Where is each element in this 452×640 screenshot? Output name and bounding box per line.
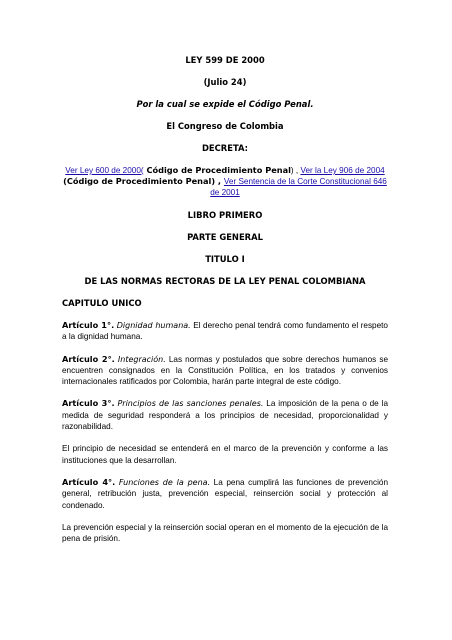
article-4-number: Artículo 4°. <box>62 476 116 487</box>
law-date: (Julio 24) <box>203 77 247 87</box>
article-3-name: Principios de las sanciones penales. <box>117 399 264 409</box>
ref-sep-2: ) , <box>211 176 224 186</box>
article-2-text: Las normas y postulados que sobre derechos humanos se encuentren consignados en la Constitución Política, en los tratados y convenios internacionales ratificados por Colombia, harán parte integral de este código. <box>62 354 388 387</box>
article-2-name: Integración. <box>117 354 166 364</box>
article-1-text: El derecho penal tendrá como fundamento el respeto a la dignidad humana. <box>62 321 388 342</box>
article-2 <box>62 354 388 388</box>
ref-sep-1: ) , <box>290 166 301 175</box>
article-1-name: Dignidad humana. <box>116 321 191 330</box>
congress-line: El Congreso de Colombia <box>166 121 284 131</box>
article-4-name: Funciones de la pena. <box>118 477 211 487</box>
article-2-number: Artículo 2°. <box>62 353 115 364</box>
article-3-paragraph-2: El principio de necesidad se entenderá en el marco de la prevención y conforme a las instituciones que la desarrollan. <box>62 444 388 465</box>
article-4-paragraph-2: La prevención especial y la reinserción social operan en el momento de la ejecución de la pena de prisión. <box>62 522 388 544</box>
link-sentencia-646[interactable]: Ver Sentencia de la Corte Constitucional 646 de 2001 <box>210 177 387 197</box>
capitulo-heading: CAPITULO UNICO <box>62 298 142 308</box>
article-3-number: Artículo 3°. <box>62 398 115 409</box>
article-1 <box>62 320 388 343</box>
ref-bold-2: Código de Procedimiento Penal <box>66 176 212 186</box>
normas-heading: DE LAS NORMAS RECTORAS DE LA LEY PENAL COLOMBIANA <box>84 276 366 286</box>
ref-open-2: ( <box>63 176 67 186</box>
link-ley-600[interactable]: Ver Ley 600 de 2000( <box>65 166 144 175</box>
link-ley-906[interactable]: Ver la Ley 906 de 2004 <box>300 166 385 175</box>
article-3 <box>62 398 388 432</box>
document-page <box>62 50 388 544</box>
article-1-number: Artículo 1°. <box>62 320 115 330</box>
article-3-text: La imposición de la pena o de la medida de seguridad responderá a los principios de necesidad, proporcionalidad y razonabilidad. <box>62 399 388 432</box>
references-block <box>62 165 388 198</box>
ref-bold-1: Código de Procedimiento Penal <box>143 165 291 175</box>
decreta-heading: DECRETA: <box>201 143 249 153</box>
article-4 <box>62 477 388 511</box>
titulo-heading: TITULO I <box>205 254 245 264</box>
libro-heading: LIBRO PRIMERO <box>187 210 263 220</box>
parte-heading: PARTE GENERAL <box>187 232 263 242</box>
law-subtitle: Por la cual se expide el Código Penal. <box>136 99 314 109</box>
law-title: LEY 599 DE 2000 <box>185 55 265 65</box>
article-4-text: La pena cumplirá las funciones de prevención general, retribución justa, prevención especial, reinserción social y protección al condenado. <box>62 477 389 510</box>
